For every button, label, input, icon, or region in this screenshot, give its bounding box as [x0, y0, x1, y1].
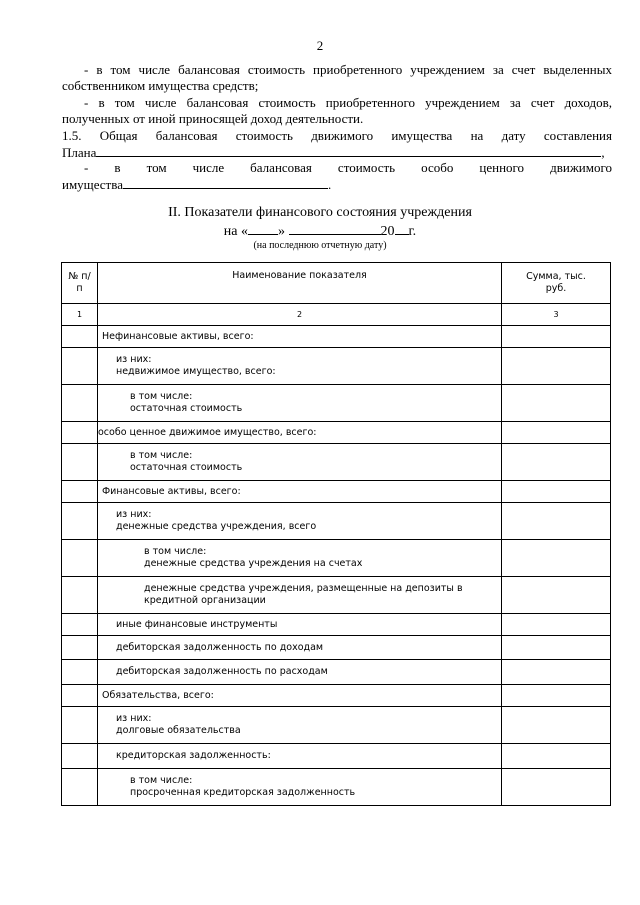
date-year: 20 — [380, 224, 395, 239]
indicator-name-line: остаточная стоимость — [130, 462, 243, 473]
row-number-cell[interactable] — [62, 540, 98, 577]
table-row — [62, 385, 611, 422]
column-number-row — [62, 304, 611, 326]
indicator-name-line: долговые обязательства — [116, 725, 241, 736]
indicator-name-line: кредитной организации — [144, 595, 266, 606]
date-prefix: на « — [223, 224, 249, 239]
indicator-name-line: в том числе: — [130, 450, 193, 461]
indicator-name-line: Обязательства, всего: — [102, 689, 214, 701]
table-row — [62, 348, 611, 385]
indicator-name-cell — [98, 577, 502, 614]
indicator-name-cell — [98, 348, 502, 385]
intro-line-4: полученных от иной приносящей доход деятельности. — [62, 111, 364, 126]
row-number-cell[interactable] — [62, 769, 98, 806]
date-suffix: г. — [408, 224, 417, 239]
indicator-name-cell — [98, 636, 502, 660]
indicator-name-cell — [98, 540, 502, 577]
intro-line-8-end: . — [327, 177, 332, 192]
table-row — [62, 660, 611, 685]
indicator-name-cell — [98, 744, 502, 769]
table-row — [62, 707, 611, 744]
intro-line-3: - в том числе балансовая стоимость приобретенного учреждением за счет доходов, — [84, 95, 612, 110]
section-title: II. Показатели финансового состояния учреждения — [168, 205, 472, 220]
row-number-cell[interactable] — [62, 660, 98, 685]
indicator-name-line: недвижимое имущество, всего: — [116, 366, 276, 377]
indicator-name-line: денежные средства учреждения на счетах — [144, 558, 363, 569]
indicator-name-line: из них: — [116, 713, 152, 724]
row-number-cell[interactable] — [62, 481, 98, 503]
indicator-name-line: Финансовые активы, всего: — [102, 485, 241, 497]
indicator-name-cell — [98, 685, 502, 707]
indicator-name-line: иные финансовые инструменты — [116, 618, 278, 630]
sum-cell[interactable] — [502, 326, 611, 348]
indicator-name-cell — [98, 614, 502, 636]
sum-cell[interactable] — [502, 685, 611, 707]
col-number-3: 3 — [502, 304, 611, 326]
date-month-blank — [289, 222, 381, 235]
intro-line-5: 1.5. Общая балансовая стоимость движимого имущества на дату составления — [62, 128, 612, 143]
row-number-cell[interactable] — [62, 444, 98, 481]
indicator-name-cell — [98, 503, 502, 540]
date-day-blank — [248, 222, 278, 235]
sum-cell[interactable] — [502, 614, 611, 636]
intro-line-8-text: имущества — [62, 177, 123, 192]
indicator-name-line: из них: — [116, 509, 152, 520]
table-row — [62, 614, 611, 636]
table-row — [62, 503, 611, 540]
col-number-2: 2 — [98, 304, 502, 326]
sum-cell[interactable] — [502, 348, 611, 385]
indicator-name-line: особо ценное движимое имущество, всего: — [98, 426, 317, 438]
date-mid: » — [278, 224, 286, 239]
indicator-name-line: из них: — [116, 354, 152, 365]
sum-cell[interactable] — [502, 660, 611, 685]
header-row — [62, 263, 611, 304]
row-number-cell[interactable] — [62, 326, 98, 348]
row-number-cell[interactable] — [62, 707, 98, 744]
row-number-cell[interactable] — [62, 744, 98, 769]
table-row — [62, 685, 611, 707]
indicator-name-cell — [98, 481, 502, 503]
row-number-cell[interactable] — [62, 385, 98, 422]
table-row — [62, 744, 611, 769]
row-number-cell[interactable] — [62, 614, 98, 636]
indicator-name-line: в том числе: — [130, 391, 193, 402]
sum-cell[interactable] — [502, 744, 611, 769]
sum-cell[interactable] — [502, 540, 611, 577]
financial-table — [61, 262, 611, 806]
section-date — [0, 222, 640, 240]
sum-cell[interactable] — [502, 422, 611, 444]
table-row — [62, 481, 611, 503]
row-number-cell[interactable] — [62, 685, 98, 707]
indicator-name-cell — [98, 422, 502, 444]
intro-line-2: собственником имущества средств; — [62, 78, 259, 93]
page-number: 2 — [316, 38, 324, 53]
indicator-name-line: Нефинансовые активы, всего: — [102, 330, 254, 342]
indicator-name-line: просроченная кредиторская задолженность — [130, 787, 356, 798]
indicator-name-cell — [98, 444, 502, 481]
sum-cell[interactable] — [502, 636, 611, 660]
indicator-name-cell — [98, 660, 502, 685]
sum-cell[interactable] — [502, 503, 611, 540]
sum-cell[interactable] — [502, 444, 611, 481]
row-number-cell[interactable] — [62, 348, 98, 385]
indicator-name-cell — [98, 769, 502, 806]
indicator-name-line: денежные средства учреждения, всего — [116, 521, 317, 532]
indicator-name-line: остаточная стоимость — [130, 403, 243, 414]
indicator-name-line: в том числе: — [130, 775, 193, 786]
row-number-cell[interactable] — [62, 577, 98, 614]
table-row — [62, 444, 611, 481]
intro-line-6-text: Плана — [62, 145, 97, 160]
intro-line-8 — [62, 176, 612, 193]
blank-line — [123, 176, 328, 189]
date-year-blank — [395, 222, 409, 235]
table-row — [62, 540, 611, 577]
table-row — [62, 422, 611, 444]
header-sum: Сумма, тыс. руб. — [502, 263, 611, 304]
table-row — [62, 769, 611, 806]
col-number-1: 1 — [62, 304, 98, 326]
indicator-name-line: кредиторская задолженность: — [116, 750, 271, 761]
intro-line-7: - в том числе балансовая стоимость особо ценного движимого — [84, 160, 612, 175]
blank-line — [96, 144, 601, 157]
header-name: Наименование показателя — [98, 263, 502, 304]
sum-cell[interactable] — [502, 707, 611, 744]
header-num: № п/п — [62, 263, 98, 304]
section-subtitle: (на последнюю отчетную дату) — [253, 240, 387, 251]
row-number-cell[interactable] — [62, 503, 98, 540]
sum-cell[interactable] — [502, 577, 611, 614]
table-row — [62, 326, 611, 348]
indicator-name-cell — [98, 326, 502, 348]
table-row — [62, 577, 611, 614]
row-number-cell[interactable] — [62, 636, 98, 660]
indicator-name-line: денежные средства учреждения, размещенные на депозиты в — [144, 583, 463, 594]
intro-line-6-end: , — [601, 145, 605, 160]
table-row — [62, 636, 611, 660]
row-number-cell[interactable] — [62, 422, 98, 444]
sum-cell[interactable] — [502, 385, 611, 422]
indicator-name-line: дебиторская задолженность по доходам — [116, 641, 324, 653]
indicator-name-line: дебиторская задолженность по расходам — [116, 666, 328, 677]
sum-cell[interactable] — [502, 481, 611, 503]
sum-cell[interactable] — [502, 769, 611, 806]
indicator-name-cell — [98, 385, 502, 422]
indicator-name-cell — [98, 707, 502, 744]
intro-line-1: - в том числе балансовая стоимость приобретенного учреждением за счет выделенных — [84, 62, 612, 77]
intro-line-6 — [62, 144, 612, 161]
indicator-name-line: в том числе: — [144, 546, 207, 557]
